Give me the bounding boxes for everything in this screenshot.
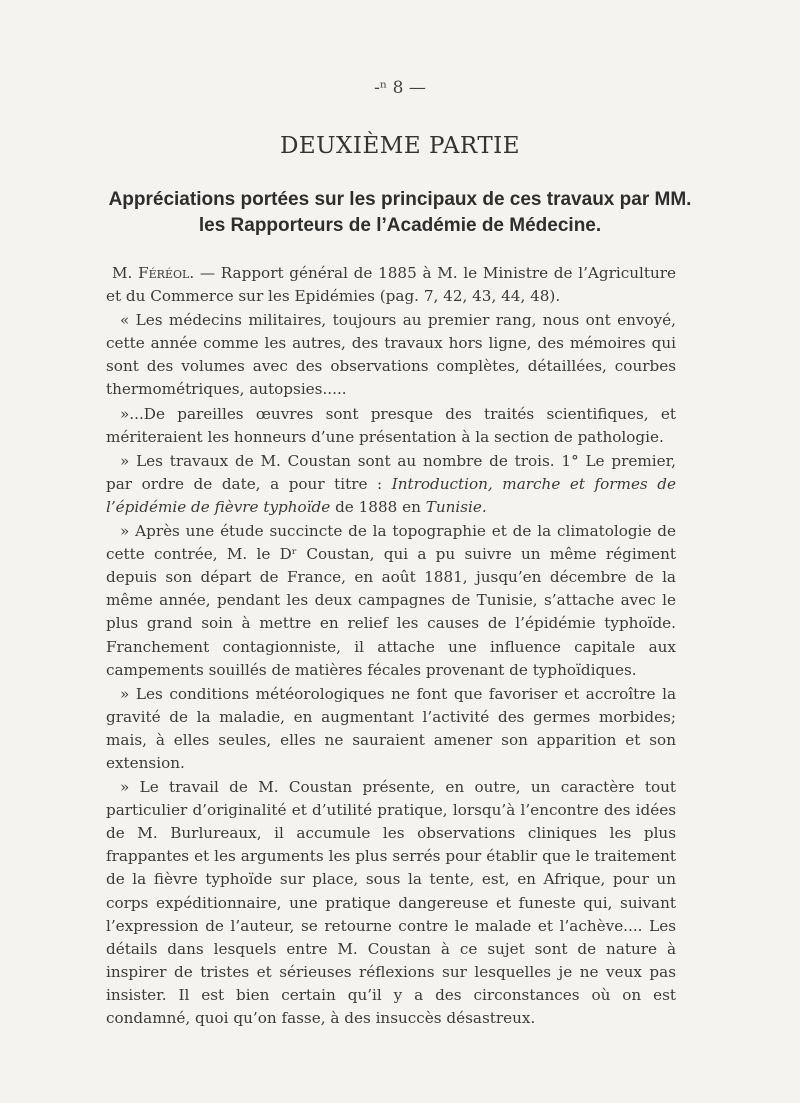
section-subtitle: Appréciations portées sur les principaux de ces travaux par MM. les Rapporteurs de l’Académie de Médecine. [108,189,692,236]
body-text [106,262,676,1031]
paragraph: « Les médecins militaires, toujours au premier rang, nous ont envoyé, cette année comme les autres, des travaux hors ligne, des mémoires qui sont des volumes avec des observations complètes, détaillées, courbes thermométriques, autopsies..... [106,311,676,399]
page-number: -ⁿ 8 — [374,78,426,98]
paragraph: » Après une étude succincte de la topographie et de la climatologie de cette contrée, M. le Dʳ Coustan, qui a pu suivre un même régiment depuis son départ de France, en août 1881, jusqu’en décembre de la même année, pendant les deux campagnes de Tunisie, s’attache avec le plus grand soin à mettre en relief les causes de l’épidémie typhoïde. Franchement contagionniste, il attache une influence capitale aux campements souillés de matières fécales provenant de typhoïdiques. [106,522,676,679]
paragraph: » Le travail de M. Coustan présente, en outre, un caractère tout particulier d’originalité et d’utilité pratique, lorsqu’à l’encontre des idées de M. Burlureaux, il accumule les observations cliniques les plus frappantes et les arguments les plus serrés pour établir que le traitement de la fièvre typhoïde sur place, sous la tente, est, en Afrique, pour un corps expéditionnaire, une pratique dangereuse et funeste qui, suivant l’expression de l’auteur, se retourne contre le malade et l’achève.... Les détails dans lesquels entre M. Coustan à ce sujet sont de nature à inspirer de tristes et sérieuses réflexions sur lesquelles je ne veux pas insister. Il est bien certain qu’il y a des circonstances où on est condamné, quoi qu’on fasse, à des insuccès désastreux. [106,778,676,1027]
paragraph: »...De pareilles œuvres sont presque des traités scientifiques, et mériteraient les honneurs d’une présentation à la section de pathologie. [106,404,676,446]
part-title: DEUXIÈME PARTIE [279,133,521,159]
paragraph: » Les conditions météorologiques ne font que favoriser et accroître la gravité de la maladie, en augmentant l’activité des germes morbides; mais, à elles seules, elles ne sauraient amener son apparition et son extension. [106,684,676,772]
paragraph-report-reference: M. Féréol. — Rapport général de 1885 à M. le Ministre de l’Agriculture et du Commerce sur les Epidémies (pag. 7, 42, 43, 44, 48). [106,264,676,306]
paragraph: » Les travaux de M. Coustan sont au nombre de trois. 1° Le premier, par ordre de date, a pour titre : Introduction, marche et formes de l’épidémie de fièvre typhoïde de 1888 en Tunisie. [106,451,677,516]
work-title: Introduction, marche et formes de l’épidémie de fièvre typhoïde [106,474,677,516]
author-name: Féréol [138,264,190,282]
work-title-place: Tunisie. [425,497,487,516]
